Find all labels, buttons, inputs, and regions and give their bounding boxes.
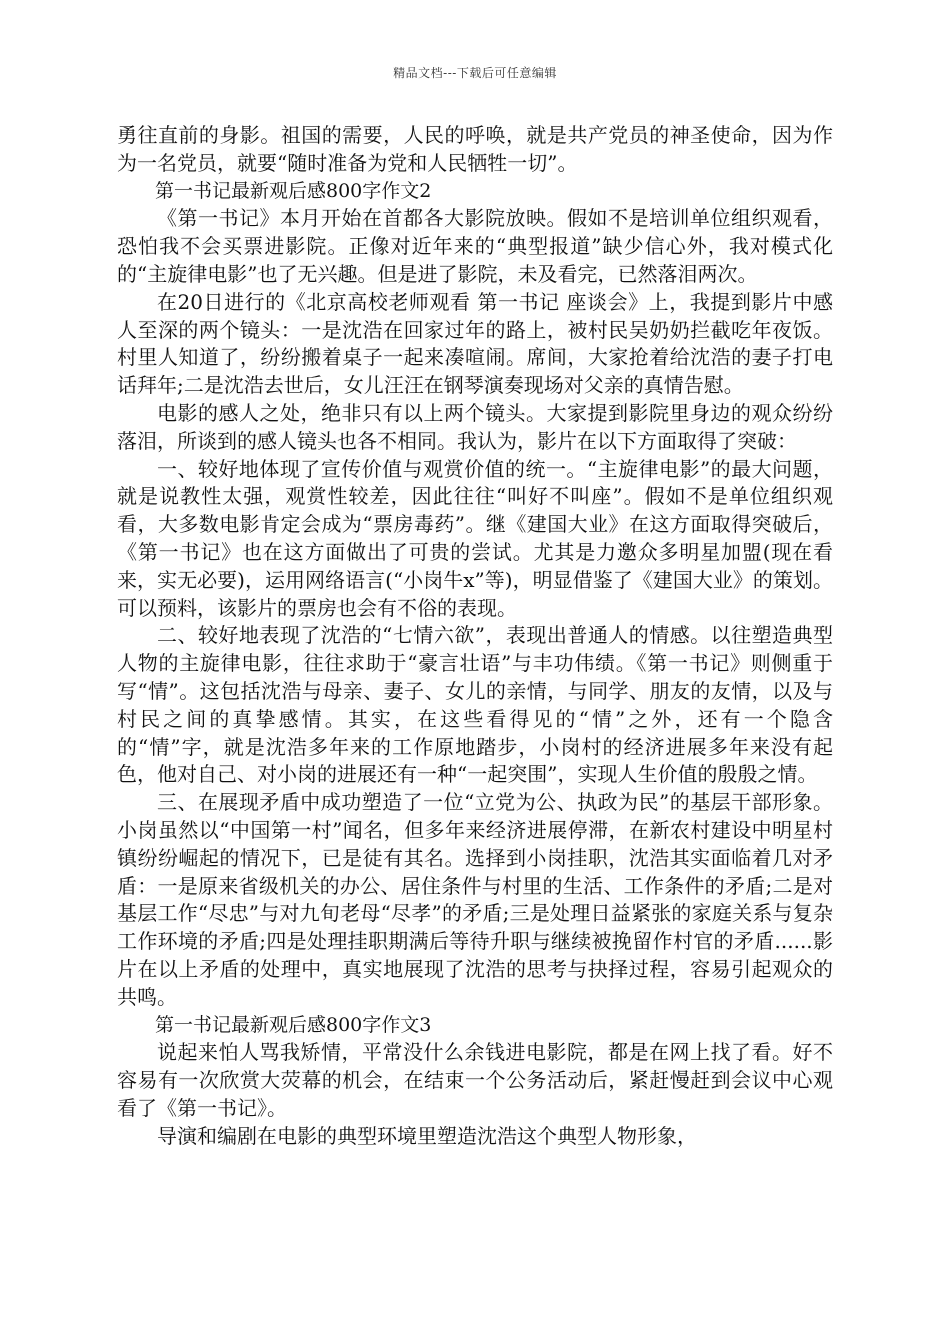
page-header: 精品文档---下载后可任意编辑	[393, 66, 557, 80]
paragraph: 导演和编剧在电影的典型环境里塑造沈浩这个典型人物形象，	[157, 1123, 697, 1148]
section-heading: 第一书记最新观后感800字作文3	[155, 1013, 432, 1036]
document-body	[117, 122, 833, 1150]
paragraph: 二、较好地表现了沈浩的“七情六欲”，表现出普通人的情感。以往塑造典型人物的主旋律电影，往往求助于“豪言壮语”与丰功伟绩。《第一书记》则侧重于写“情”。这包括沈浩与母亲、妻子、女儿的亲情，与同学、朋友的友情，以及与村民之间的真挚感情。其实，在这些看得见的“情”之外，还有一个隐含的“情”字，就是沈浩多年来的工作原地踏步，小岗村的经济进展多年来没有起色，他对自己、对小岗的进展还有一种“一起突围”，实现人生价值的殷殷之情。	[117, 623, 833, 787]
paragraph: 说起来怕人骂我矫情，平常没什么余钱进电影院，都是在网上找了看。好不容易有一次欣赏大荧幕的机会，在结束一个公务活动后，紧赶慢赶到会议中心观看了《第一书记》。	[117, 1040, 833, 1120]
paragraph: 《第一书记》本月开始在首都各大影院放映。假如不是培训单位组织观看，恐怕我不会买票进影院。正像对近年来的“典型报道”缺少信心外，我对模式化的“主旋律电影”也了无兴趣。但是进了影院，未及看完，已然落泪两次。	[117, 206, 833, 286]
paragraph: 勇往直前的身影。祖国的需要，人民的呼唤，就是共产党员的神圣使命，因为作为一名党员，就要“随时准备为党和人民牺牲一切”。	[117, 123, 833, 175]
paragraph: 电影的感人之处，绝非只有以上两个镜头。大家提到影院里身边的观众纷纷落泪，所谈到的感人镜头也各不相同。我认为，影片在以下方面取得了突破：	[117, 400, 833, 453]
paragraph: 在20日进行的《北京高校老师观看 第一书记 座谈会》上，我提到影片中感人至深的两个镜头：一是沈浩在回家过年的路上，被村民吴奶奶拦截吃年夜饭。村里人知道了，纷纷搬着桌子一起来凑喧闹。席间，大家抢着给沈浩的妻子打电话拜年;二是沈浩去世后，女儿汪汪在钢琴演奏现场对父亲的真情告慰。	[117, 289, 833, 398]
paragraph: 三、在展现矛盾中成功塑造了一位“立党为公、执政为民”的基层干部形象。小岗虽然以“中国第一村”闻名，但多年来经济进展停滞，在新农村建设中明星村镇纷纷崛起的情况下，已是徒有其名。选择到小岗挂职，沈浩其实面临着几对矛盾：一是原来省级机关的办公、居住条件与村里的生活、工作条件的矛盾;二是对基层工作“尽忠”与对九旬老母“尽孝”的矛盾;三是处理日益紧张的家庭关系与复杂工作环境的矛盾;四是处理挂职期满后等待升职与继续被挽留作村官的矛盾......影片在以上矛盾的处理中，真实地展现了沈浩的思考与抉择过程，容易引起观众的共鸣。	[117, 790, 833, 1009]
section-heading: 第一书记最新观后感800字作文2	[155, 179, 432, 202]
paragraph: 一、较好地体现了宣传价值与观赏价值的统一。“主旋律电影”的最大问题，就是说教性太强，观赏性较差，因此往往“叫好不叫座”。假如不是单位组织观看，大多数电影肯定会成为“票房毒药”。继《建国大业》在这方面取得突破后，《第一书记》也在这方面做出了可贵的尝试。尤其是力邀众多明星加盟(现在看来，实无必要)，运用网络语言(“小岗牛x”等)，明显借鉴了《建国大业》的策划。可以预料，该影片的票房也会有不俗的表现。	[117, 456, 833, 620]
